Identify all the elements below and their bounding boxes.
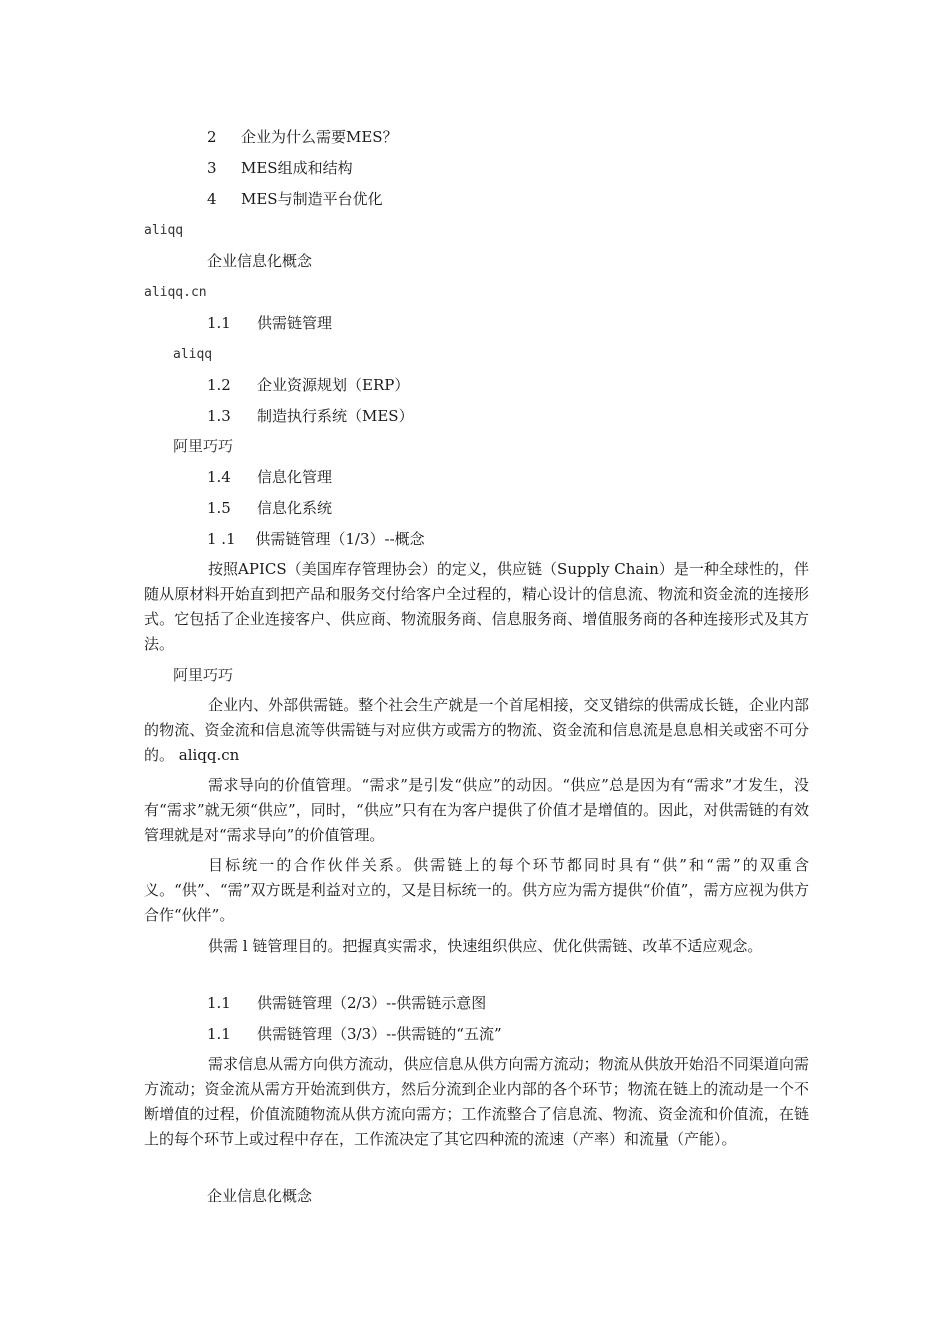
paragraph-five-flows: 需求信息从需方向供方流动，供应信息从供方向需方流动；物流从供放开始沿不同渠道向需方流动；资金流从需方开始流到供方，然后分流到企业内部的各个环节；物流在链上的流动是一个不断增值的过程，价值流随物流从供方流向需方；工作流整合了信息流、物流、资金流和价值流，在链上的每个环节上或过程中存在，工作流决定了其它四种流的流速（产率）和流量（产能）。 [144,1055,809,1148]
subsection-item [207,405,414,427]
subsection-number: 1.4 [207,468,231,486]
subsection-number: 1.1 [207,314,231,332]
watermark-text: aliqq [144,223,184,238]
subsection-text: 信息化系统 [257,499,333,517]
toc-number: 4 [207,190,217,208]
section-title: 企业信息化概念 [207,1187,313,1205]
toc-text: MES与制造平台优化 [241,190,383,208]
paragraph-definition: 按照APICS（美国库存管理协会）的定义，供应链（Supply Chain）是一种全球性的，伴随从原材料开始直到把产品和服务交付给客户全过程的，精心设计的信息流、物流和资金流的连接形式。它包括了企业连接客户、供应商、物流服务商、信息服务商、增值服务商的各种连接形式及其方法。 [144,560,809,653]
subsection-text: 供需链管理 [257,314,333,332]
heading-text: 供需链管理（3/3）--供需链的“五流” [257,1025,502,1043]
paragraph-partnership: 目标统一的合作伙伴关系。供需链上的每个环节都同时具有“供”和“需”的双重含义。“供”、“需”双方既是利益对立的，又是目标统一的。供方应为需方提供“价值”，需方应视为供方合作“伙伴”。 [144,856,809,924]
subsection-text: 制造执行系统（MES） [257,407,414,425]
toc-item [207,126,398,148]
toc-item [207,188,383,210]
paragraph-purpose: 供需 l 链管理目的。把握真实需求，快速组织供应、优化供需链、改革不适应观念。 [208,937,763,955]
heading-number: 1.1 [207,994,231,1012]
heading-five-flows [207,1023,502,1045]
heading-number: 1.1 [207,1025,231,1043]
subsection-number: 1.5 [207,499,231,517]
subsection-item [207,374,409,396]
heading-diagram [207,992,486,1014]
subsection-item [207,466,332,488]
toc-number: 3 [207,159,217,177]
toc-text: MES组成和结构 [241,159,353,177]
watermark-text: 阿里巧巧 [173,437,234,455]
subsection-text: 企业资源规划（ERP） [257,376,410,394]
subsection-item [207,312,332,334]
subsection-number: 1.3 [207,407,231,425]
paragraph-internal-external: 企业内、外部供需链。整个社会生产就是一个首尾相接，交叉错综的供需成长链，企业内部的物流、资金流和信息流等供需链与对应供方或需方的物流、资金流和信息流是息息相关或密不可分的。 aliqq.cn [144,696,809,764]
toc-number: 2 [207,128,217,146]
watermark-text: aliqq [173,347,213,362]
heading-text: 供需链管理（2/3）--供需链示意图 [257,994,487,1012]
toc-text: 企业为什么需要MES？ [241,128,398,146]
toc-item [207,157,353,179]
watermark-text: 阿里巧巧 [173,666,234,684]
subsection-number: 1.2 [207,376,231,394]
subsection-item [207,497,332,519]
subsection-text: 信息化管理 [257,468,333,486]
section-title: 企业信息化概念 [207,252,313,270]
watermark-text: aliqq.cn [144,285,207,300]
heading-concept: 1 .1 供需链管理（1/3）--概念 [207,530,425,548]
paragraph-demand-driven: 需求导向的价值管理。“需求”是引发“供应”的动因。“供应”总是因为有“需求”才发生，没有“需求”就无须“供应”，同时，“供应”只有在为客户提供了价值才是增值的。因此，对供需链的有效管理就是对“需求导向”的价值管理。 [144,776,809,844]
